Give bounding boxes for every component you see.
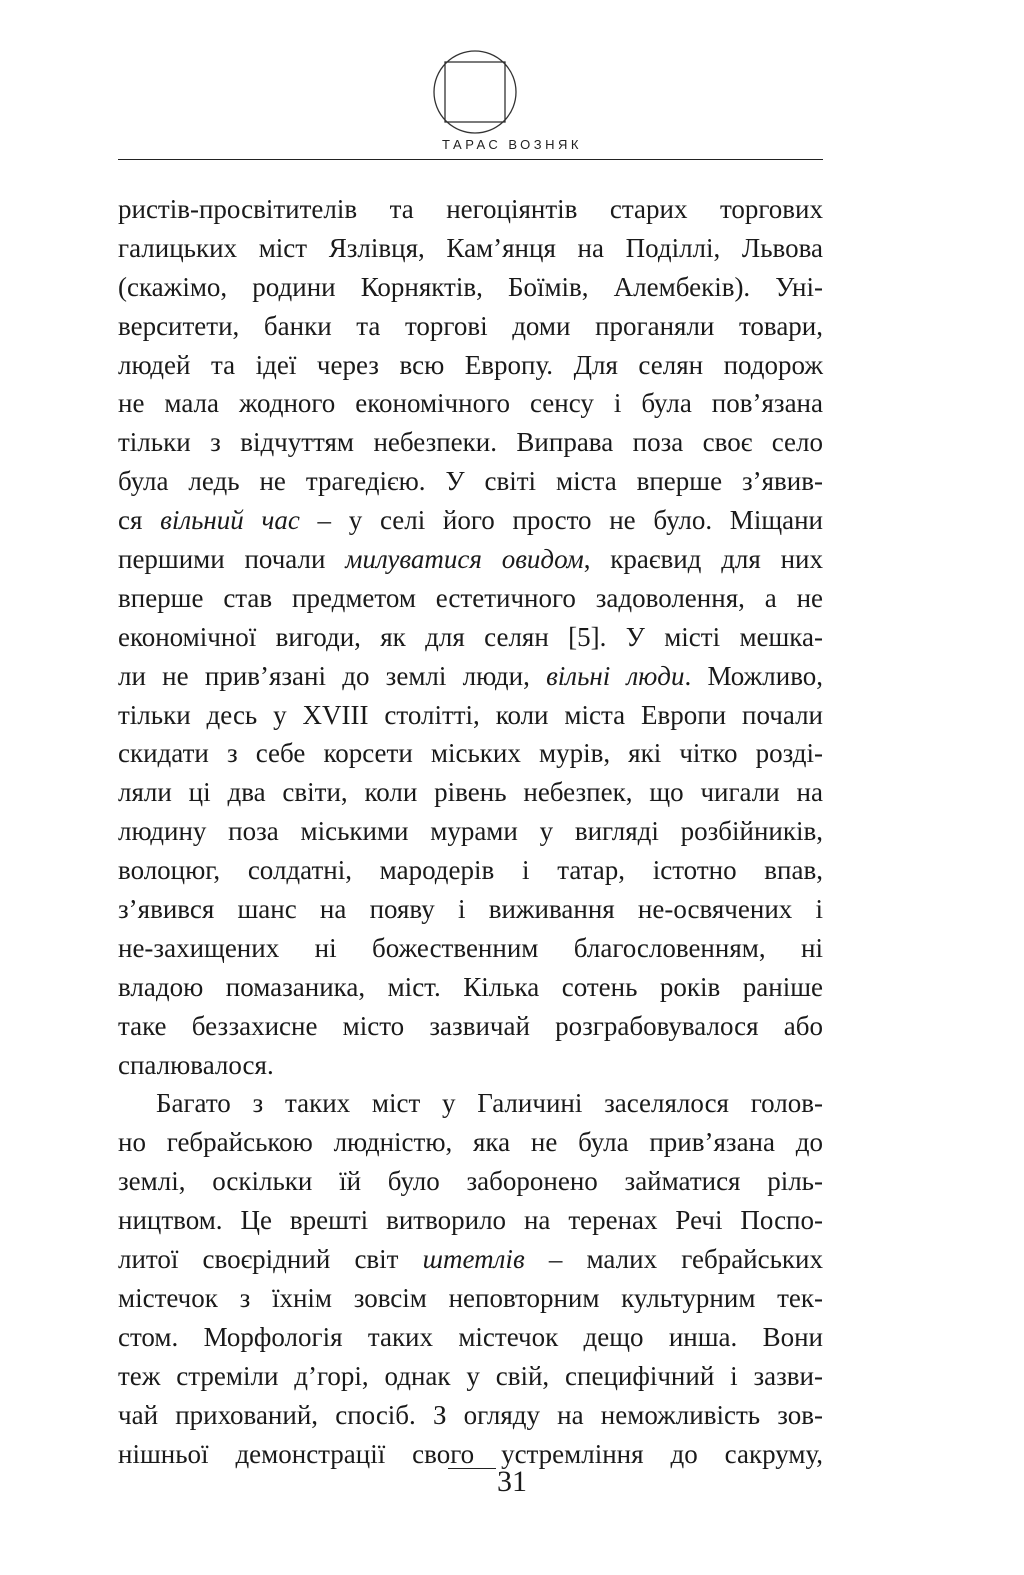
text-run: ся (118, 505, 161, 536)
text-run: ли не прив’язані до землі люди, (118, 660, 547, 691)
text-line: спалювалося. (118, 1049, 274, 1080)
text-line: стом. Морфологія таких містечок дещо инша. Вони (118, 1321, 823, 1352)
text-run: , краєвид для них (583, 544, 823, 575)
text-line: не-захищених ні божественним благословенням, ні (118, 932, 823, 963)
text-line: тільки з відчуттям небезпеки. Виправа поза своє село (118, 427, 823, 458)
text-run: – у селі його просто не було. Міщани (299, 505, 823, 536)
text-line: ристів-просвітителів та негоціянтів старих торгових (118, 194, 823, 224)
text-line: містечок з їхнім зовсім неповторним культурним тек- (118, 1282, 823, 1313)
text-line: таке беззахисне місто зазвичай розграбовувалося або (118, 1010, 823, 1041)
text-line: Багато з таких міст у Галичині заселялося голов- (156, 1088, 823, 1119)
text-line: була ледь не трагедією. У світі міста вперше з’явив- (118, 466, 823, 497)
text-line: галицьких міст Язлівця, Кам’янця на Поділлі, Львова (118, 232, 823, 263)
text-line (118, 501, 823, 540)
text-run: – малих гебрайських (524, 1244, 823, 1275)
text-line: економічної вигоди, як для селян [5]. У місті мешка- (118, 621, 823, 652)
text-line: землі, оскільки їй було заборонено займатися ріль- (118, 1166, 823, 1197)
text-line: з’явився шанс на появу і виживання не-освячених і (118, 894, 823, 925)
text-run: . Можливо, (684, 660, 824, 691)
text-line: владою помазаника, міст. Кілька сотень років раніше (118, 971, 823, 1002)
text-line (118, 657, 823, 696)
text-line: скидати з себе корсети міських мурів, які чітко розді- (118, 738, 823, 769)
text-line (118, 1240, 823, 1279)
text-run: литої своєрідний світ (118, 1244, 423, 1275)
italic-term: милуватися овидом (345, 544, 584, 575)
text-line: вперше став предметом естетичного задоволення, а не (118, 582, 823, 613)
text-line: чай прихований, спосіб. З огляду на неможливість зов- (118, 1399, 823, 1430)
text-line: ництвом. Це врешті витворило на теренах Речі Поспо- (118, 1205, 823, 1236)
text-line: (скажімо, родини Корняктів, Боїмів, Алембеків). Уні- (118, 271, 823, 302)
text-line (118, 540, 823, 579)
text-line: не мала жодного економічного сенсу і була пов’язана (118, 388, 823, 419)
italic-term: вільний час (160, 505, 300, 536)
text-line: тільки десь у XVIII столітті, коли міста Европи почали (118, 699, 823, 730)
header-rule (118, 159, 823, 160)
page-body-text (118, 190, 823, 1473)
text-line: волоцюг, солдатні, мародерів і татар, істотно впав, (118, 855, 823, 886)
text-run: першими почали (118, 544, 346, 575)
text-line: теж стреміли д’горі, однак у свій, специфічний і зазви- (118, 1360, 823, 1391)
text-line: людей та ідеї через всю Европу. Для селян подорож (118, 349, 823, 380)
italic-term: вільні люди (546, 660, 685, 691)
text-line: ляли ці два світи, коли рівень небезпек, що чигали на (118, 777, 823, 808)
text-line: но гебрайською людністю, яка не була прив’язана до (118, 1127, 823, 1158)
circle-square-emblem-icon (432, 49, 518, 135)
running-head-author: ТАРАС ВОЗНЯК (442, 137, 582, 152)
text-line: верситети, банки та торгові доми проганяли товари, (118, 310, 823, 341)
italic-term: штетлів (422, 1244, 525, 1275)
text-line: нішньої демонстрації свого устремління до сакруму, (118, 1438, 823, 1469)
page-number: 31 (497, 1465, 527, 1498)
text-line: людину поза міськими мурами у вигляді розбійників, (118, 816, 823, 847)
